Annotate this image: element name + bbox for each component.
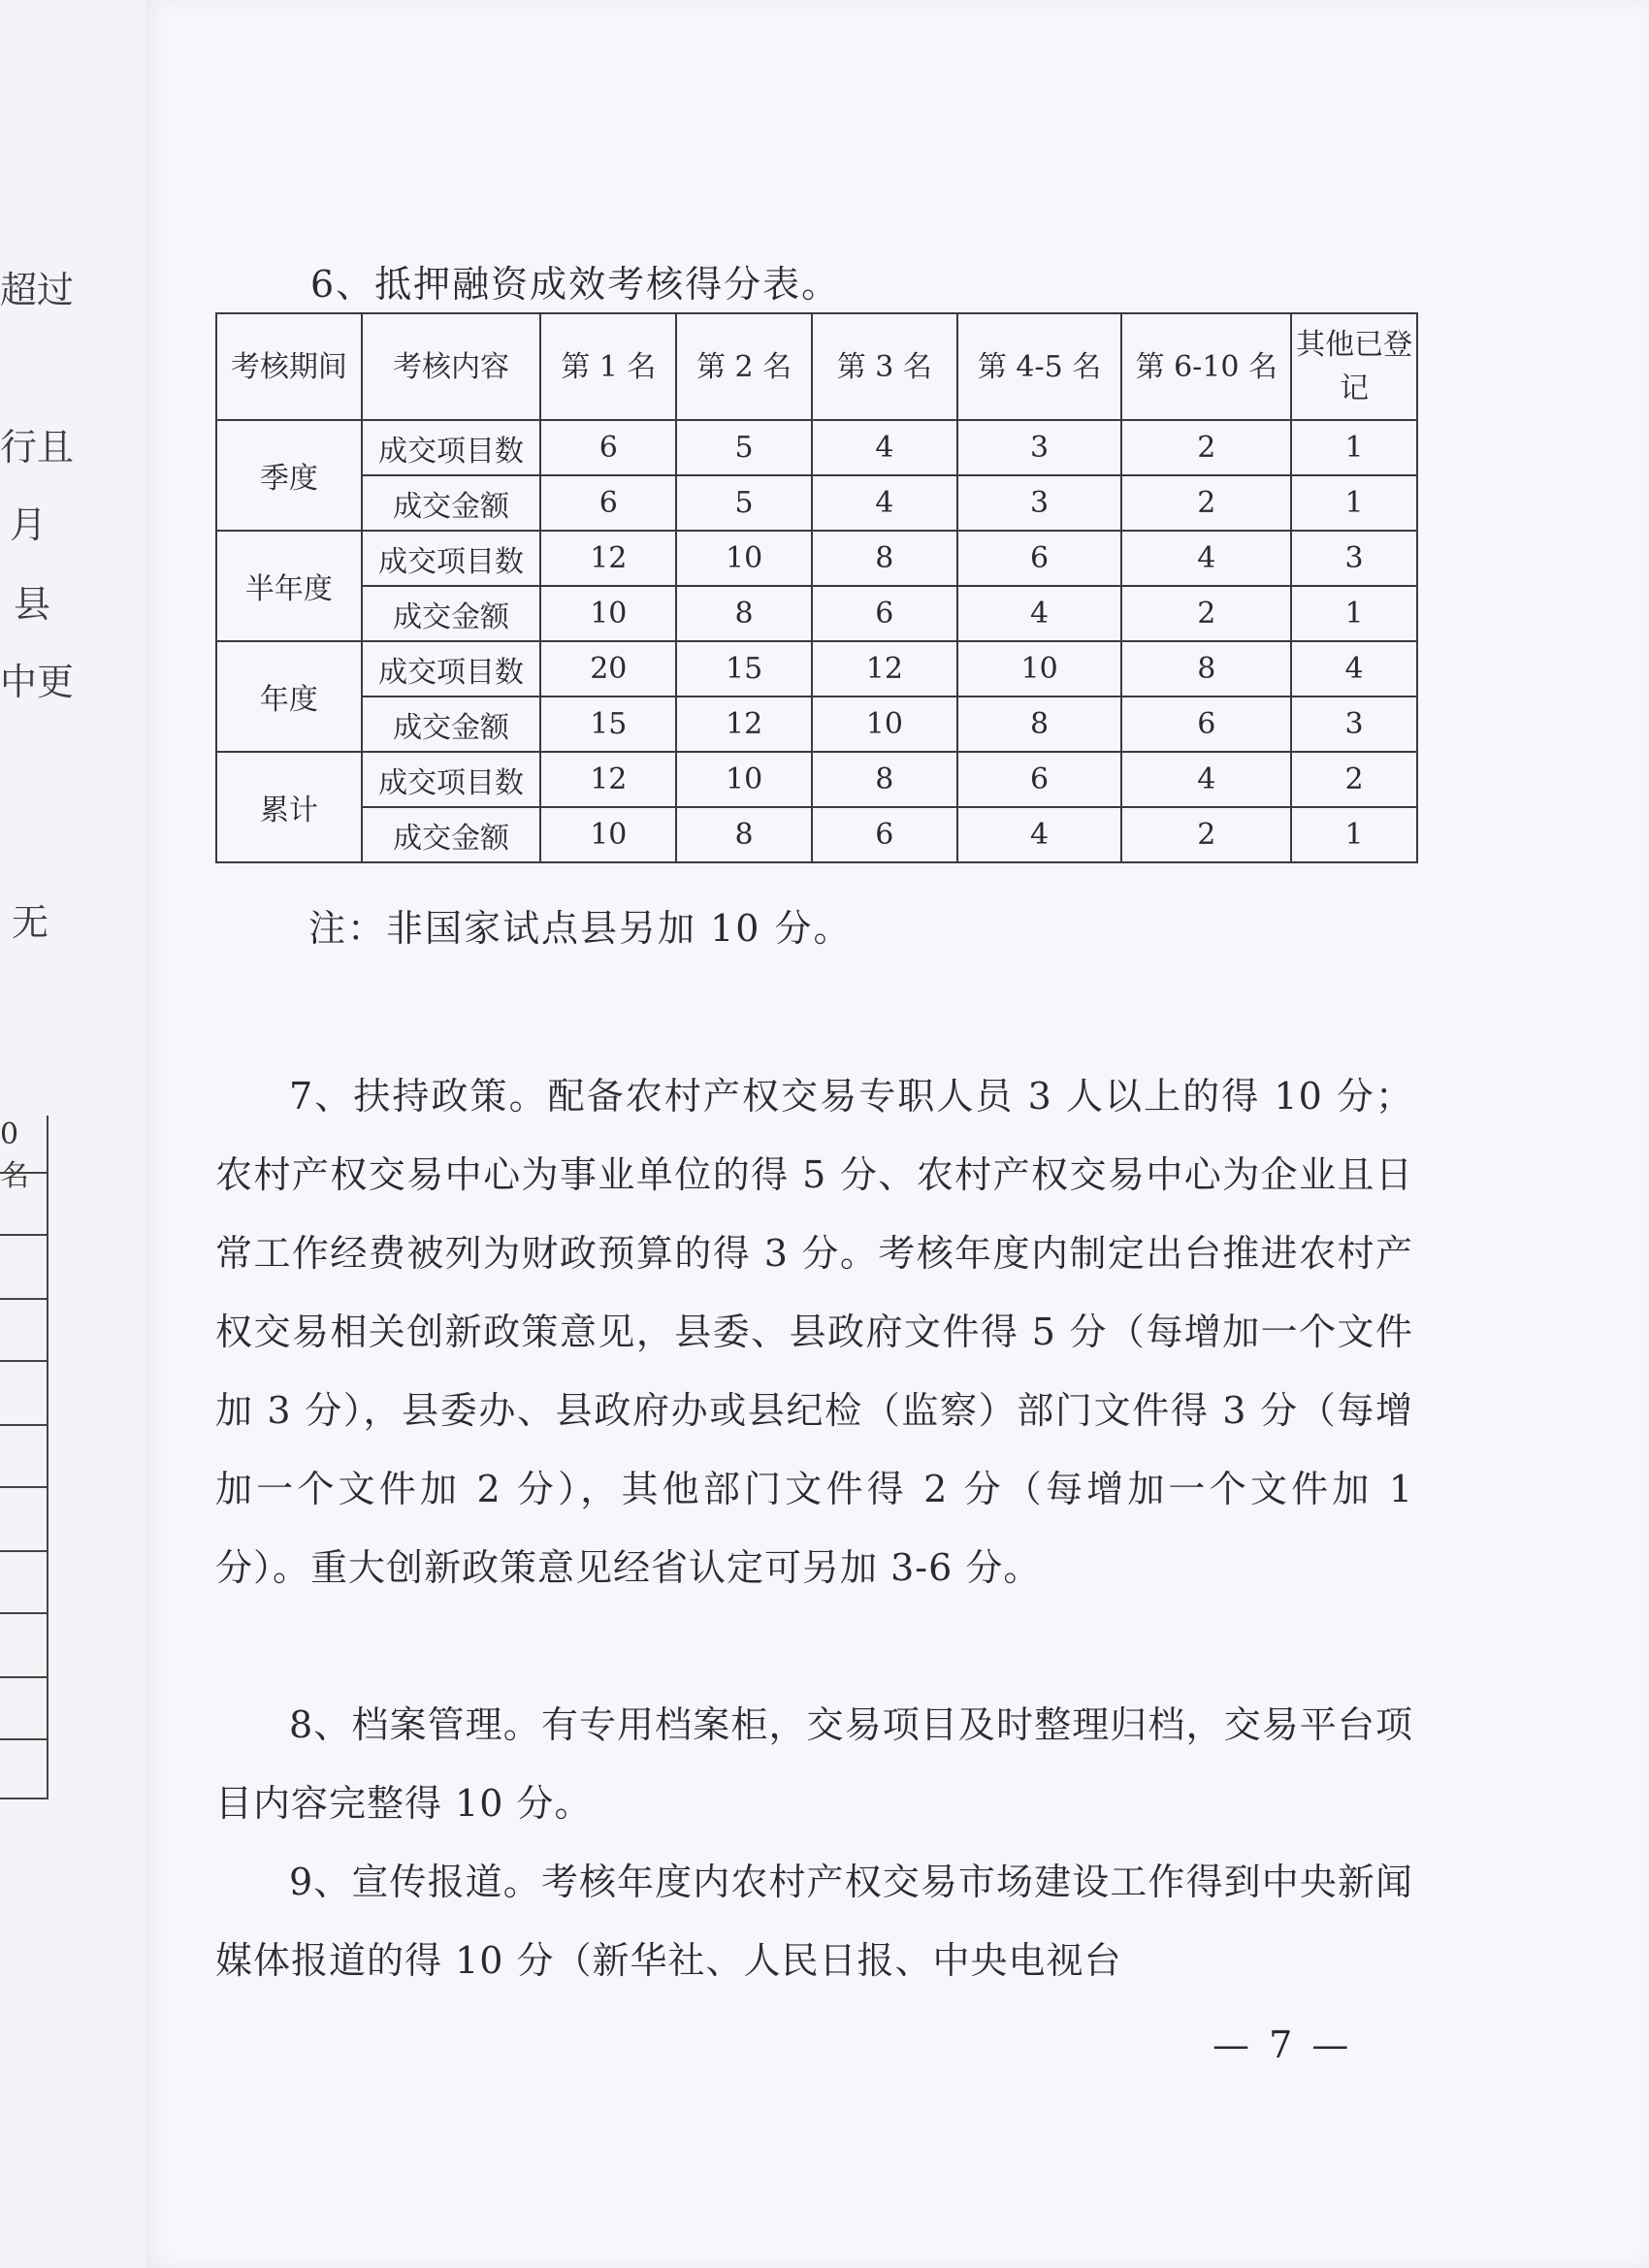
score-cell: 3: [957, 420, 1122, 475]
prev-page-fragment: 无: [12, 901, 49, 944]
score-cell: 3: [1291, 697, 1417, 752]
score-cell: 10: [540, 807, 676, 862]
header-cell: 第 1 名: [540, 313, 676, 420]
content-cell: 成交金额: [362, 697, 541, 752]
content-cell: 成交金额: [362, 475, 541, 531]
table-row: [216, 420, 1417, 475]
score-cell: 6: [812, 807, 957, 862]
table-row: [216, 752, 1417, 807]
score-cell: 5: [676, 420, 812, 475]
content-cell: 成交金额: [362, 586, 541, 641]
score-cell: 4: [1291, 641, 1417, 697]
score-cell: 20: [540, 641, 676, 697]
score-cell: 5: [676, 475, 812, 531]
score-cell: 1: [1291, 807, 1417, 862]
score-cell: 10: [540, 586, 676, 641]
score-cell: 1: [1291, 586, 1417, 641]
page-number: — 7 —: [1212, 2024, 1353, 2066]
score-cell: 2: [1121, 807, 1291, 862]
score-cell: 8: [676, 586, 812, 641]
score-cell: 8: [812, 531, 957, 586]
content-cell: 成交金额: [362, 807, 541, 862]
score-cell: 6: [957, 531, 1122, 586]
header-cell: 第 2 名: [676, 313, 812, 420]
score-cell: 6: [812, 586, 957, 641]
score-cell: 10: [676, 531, 812, 586]
score-cell: 15: [676, 641, 812, 697]
table-row: [216, 531, 1417, 586]
table-row: [216, 641, 1417, 697]
paragraph-support-policy: 7、扶持政策。配备农村产权交易专职人员 3 人以上的得 10 分；农村产权交易中心为事业单位的得 5 分、农村产权交易中心为企业且日常工作经费被列为财政预算的得 3 分。考核年度内制定出台推进农村产权交易相关创新政策意见，县委、县政府文件得 5 分（每增加一个文件加 3 分），县委办、县政府办或县纪检（监察）部门文件得 3 分（每增加一个文件加 2 分），其他部门文件得 2 分（每增加一个文件加 1 分）。重大创新政策意见经省认定可另加 3-6 分。: [215, 1075, 1413, 1589]
score-cell: 8: [812, 752, 957, 807]
table-row: [216, 475, 1417, 531]
score-cell: 6: [1121, 697, 1291, 752]
header-cell: 考核内容: [362, 313, 541, 420]
score-cell: 6: [540, 475, 676, 531]
score-cell: 4: [957, 586, 1122, 641]
paragraph-publicity: 9、宣传报道。考核年度内农村产权交易市场建设工作得到中央新闻媒体报道的得 10 分（新华社、人民日报、中央电视台: [215, 1861, 1413, 1982]
score-cell: 12: [540, 531, 676, 586]
period-cell: 半年度: [216, 531, 362, 641]
table-row: [216, 697, 1417, 752]
prev-page-fragment: 县: [14, 583, 51, 626]
header-cell: 其他已登记: [1291, 313, 1417, 420]
score-cell: 12: [812, 641, 957, 697]
prev-page-fragment: 中更: [0, 661, 75, 703]
score-cell: 3: [957, 475, 1122, 531]
content-cell: 成交项目数: [362, 420, 541, 475]
score-cell: 4: [1121, 752, 1291, 807]
score-cell: 4: [812, 475, 957, 531]
prev-page-table-fragment: [0, 1116, 48, 1799]
score-cell: 1: [1291, 475, 1417, 531]
period-cell: 季度: [216, 420, 362, 531]
header-cell: 第 4-5 名: [957, 313, 1122, 420]
header-cell: 第 6-10 名: [1121, 313, 1291, 420]
content-cell: 成交项目数: [362, 531, 541, 586]
score-cell: 12: [676, 697, 812, 752]
header-cell: 第 3 名: [812, 313, 957, 420]
period-cell: 累计: [216, 752, 362, 862]
table-row: [216, 586, 1417, 641]
previous-page-edge: [0, 0, 147, 2268]
score-cell: 6: [540, 420, 676, 475]
score-cell: 10: [676, 752, 812, 807]
score-cell: 4: [812, 420, 957, 475]
score-cell: 4: [1121, 531, 1291, 586]
paragraph-archive-management: 8、档案管理。有专用档案柜，交易项目及时整理归档，交易平台项目内容完整得 10 分。: [215, 1703, 1413, 1825]
score-cell: 8: [1121, 641, 1291, 697]
period-cell: 年度: [216, 641, 362, 752]
table-note: 注：非国家试点县另加 10 分。: [308, 907, 853, 950]
score-cell: 10: [812, 697, 957, 752]
score-cell: 3: [1291, 531, 1417, 586]
table-heading: 6、抵押融资成效考核得分表。: [310, 263, 841, 306]
prev-page-fragment: 月: [10, 503, 48, 546]
prev-page-fragment: 行且: [0, 426, 75, 469]
content-cell: 成交项目数: [362, 641, 541, 697]
table-row: [216, 807, 1417, 862]
score-cell: 10: [957, 641, 1122, 697]
header-cell: 考核期间: [216, 313, 362, 420]
score-cell: 2: [1291, 752, 1417, 807]
table-header-row: [216, 313, 1417, 420]
content-cell: 成交项目数: [362, 752, 541, 807]
score-cell: 8: [676, 807, 812, 862]
score-cell: 8: [957, 697, 1122, 752]
score-cell: 6: [957, 752, 1122, 807]
score-cell: 12: [540, 752, 676, 807]
score-table: [215, 312, 1418, 863]
score-cell: 15: [540, 697, 676, 752]
score-cell: 2: [1121, 475, 1291, 531]
document-page: [146, 0, 1649, 2268]
score-cell: 1: [1291, 420, 1417, 475]
score-cell: 2: [1121, 420, 1291, 475]
prev-page-fragment: 超过: [0, 269, 75, 311]
score-cell: 4: [957, 807, 1122, 862]
prev-page-table-label: 0名: [0, 1118, 29, 1193]
score-cell: 2: [1121, 586, 1291, 641]
